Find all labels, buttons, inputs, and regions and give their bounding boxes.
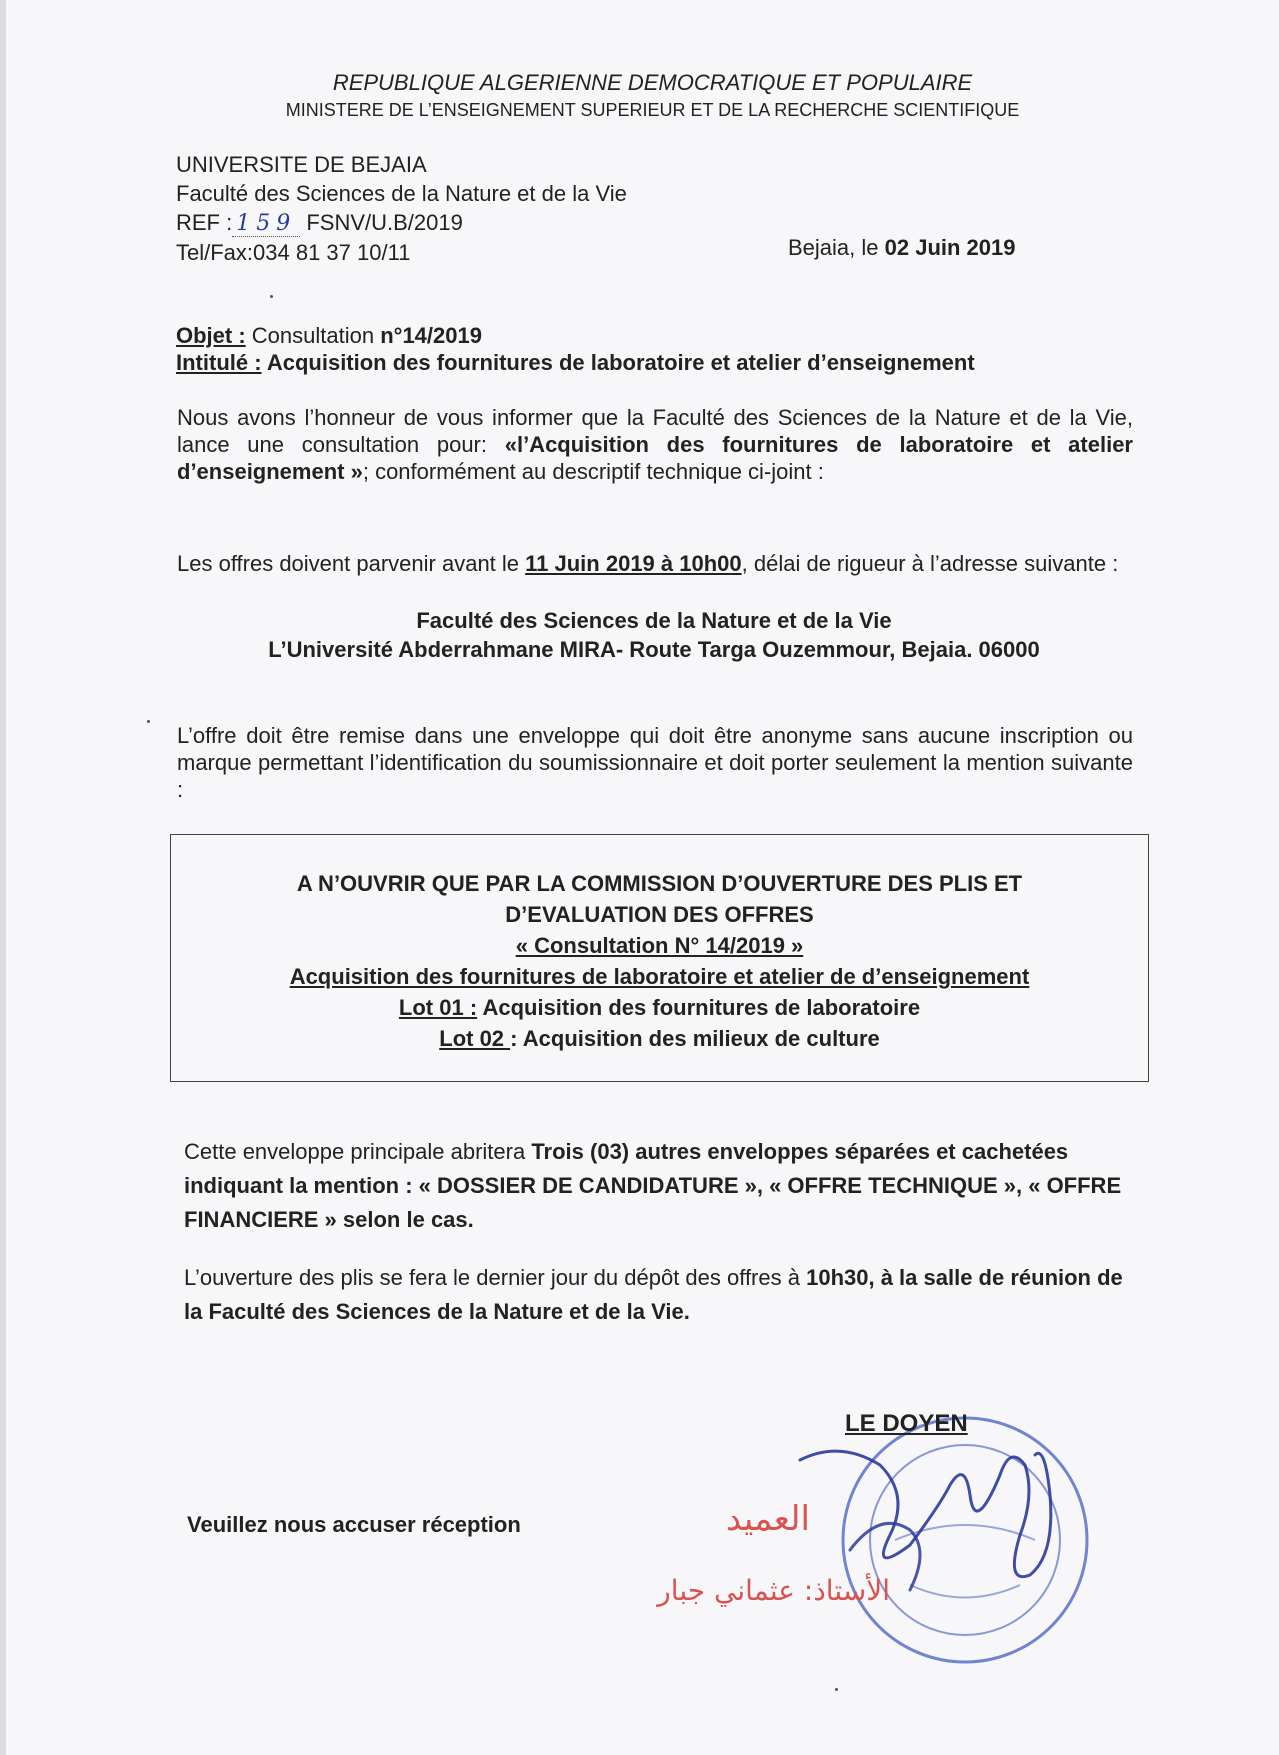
env-bold: Trois (03) autres enveloppes séparées et cachetées indiquant la mention : « DOSSIER DE CANDIDATURE », « OFFRE TECHNIQUE », « OFFRE FINANCIERE » selon le cas. xyxy=(184,1139,1122,1232)
intro-end: ; conformément au descriptif technique ci-joint : xyxy=(362,459,824,484)
objet-label: Objet : xyxy=(176,323,246,348)
stamp-name-ar: الأستاذ: عثماني جبار xyxy=(657,1574,890,1607)
reception-request: Veuillez nous accuser réception xyxy=(187,1512,521,1537)
intitule-text: Acquisition des fournitures de laboratoire et atelier d’enseignement xyxy=(261,350,975,375)
date-line xyxy=(788,235,1016,261)
deadline-end: , délai de rigueur à l’adresse suivante : xyxy=(741,551,1119,576)
address-line-2: L’Université Abderrahmane MIRA- Route Targa Ouzemmour, Bejaia. 06000 xyxy=(268,637,1040,662)
intro-start: Nous avons l’honneur de vous informer que la Faculté des Sciences de la Nature et de la Vie, lance une consultation pour: xyxy=(177,405,1133,457)
page-edge xyxy=(0,0,6,1755)
telfax-line: Tel/Fax:034 81 37 10/11 xyxy=(176,240,411,265)
stamp-title-ar: العميد xyxy=(726,1499,810,1539)
scan-speck xyxy=(270,295,273,298)
paragraph-opening xyxy=(184,1261,1130,1329)
lot1-text: Acquisition des fournitures de laboratoire xyxy=(477,995,921,1020)
env-start: Cette enveloppe principale abritera xyxy=(184,1139,532,1164)
address-block xyxy=(176,606,1132,664)
objet-text: Consultation xyxy=(245,323,381,348)
date-prefix: Bejaia, le xyxy=(788,235,885,260)
ouv-start: L’ouverture des plis se fera le dernier jour du dépôt des offres à xyxy=(184,1265,807,1290)
ministry-header: MINISTERE DE L’ENSEIGNEMENT SUPERIEUR ET DE LA RECHERCHE SCIENTIFIQUE xyxy=(285,100,1020,120)
lot1-label: Lot 01 : xyxy=(398,995,478,1020)
intro-bold: «l’Acquisition des fournitures de laboratoire et atelier d’enseignement » xyxy=(177,432,1133,484)
scan-speck xyxy=(147,720,150,723)
paragraph-deadline xyxy=(177,550,1133,577)
lot2-text: : Acquisition des milieux de culture xyxy=(510,1026,880,1051)
deadline-date: 11 Juin 2019 à 10h00 xyxy=(525,551,742,576)
ouv-bold: 10h30, à la salle de réunion de la Faculté des Sciences de la Nature et de la Vie. xyxy=(184,1265,1123,1324)
ref-handwritten-number: 159 xyxy=(232,211,300,237)
reference-line xyxy=(176,208,627,238)
intitule-line xyxy=(176,349,975,376)
paragraph-sub-envelopes xyxy=(184,1135,1124,1237)
intitule-label: Intitulé : xyxy=(176,350,262,375)
objet-number: n°14/2019 xyxy=(380,323,482,348)
box-line-4: Acquisition des fournitures de laboratoire et atelier de d’enseignement xyxy=(289,964,1030,989)
box-line-2: D’EVALUATION DES OFFRES xyxy=(505,902,814,927)
date-value: 02 Juin 2019 xyxy=(884,235,1016,260)
lot2-label: Lot 02 xyxy=(439,1026,511,1051)
faculty-name: Faculté des Sciences de la Nature et de la Vie xyxy=(176,181,627,206)
objet-line xyxy=(176,322,975,349)
university-name: UNIVERSITE DE BEJAIA xyxy=(176,152,427,177)
box-lot-1 xyxy=(170,992,1149,1023)
ref-prefix: REF : xyxy=(176,210,233,235)
ref-suffix: FSNV/U.B/2019 xyxy=(300,210,463,235)
dean-title: LE DOYEN xyxy=(845,1410,968,1437)
address-line-1: Faculté des Sciences de la Nature et de la Vie xyxy=(416,608,892,633)
subject-block xyxy=(176,322,975,376)
paragraph-envelope: L’offre doit être remise dans une enveloppe qui doit être anonyme sans aucune inscription ou marque permettant l’identification du soumissionnaire et doit porter seulement la mention suivante : xyxy=(177,723,1133,802)
paragraph-intro xyxy=(177,404,1133,485)
box-line-3: « Consultation N° 14/2019 » xyxy=(515,933,804,958)
deadline-start: Les offres doivent parvenir avant le xyxy=(177,551,526,576)
republic-header: REPUBLIQUE ALGERIENNE DEMOCRATIQUE ET POPULAIRE xyxy=(332,70,973,95)
box-lot-2 xyxy=(170,1023,1149,1054)
scan-speck xyxy=(835,1688,838,1691)
sender-block xyxy=(176,150,627,267)
box-line-1: A N’OUVRIR QUE PAR LA COMMISSION D’OUVERTURE DES PLIS ET xyxy=(296,871,1023,896)
mention-box-content xyxy=(170,868,1149,1054)
